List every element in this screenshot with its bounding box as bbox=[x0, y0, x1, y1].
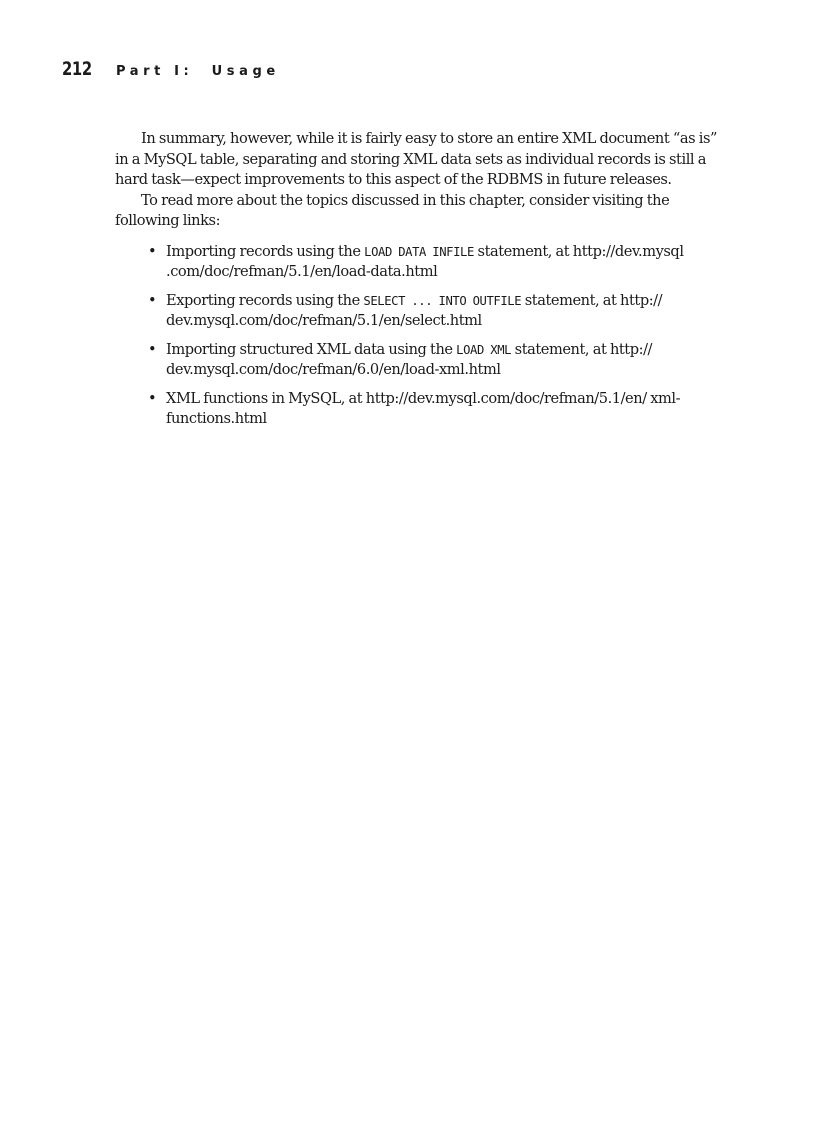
page-number: 212 bbox=[62, 58, 92, 80]
list-item-text: XML functions in MySQL, at http://dev.mysql.com/doc/refman/5.1/en/ xml-functions.html bbox=[166, 389, 681, 427]
list-item-link-text: statement, at http://dev.mysql .com/doc/refman/5.1/en/load-data.html bbox=[166, 242, 684, 280]
list-item-link-text: statement, at http:// dev.mysql.com/doc/refman/5.1/en/select.html bbox=[166, 291, 663, 329]
running-head bbox=[62, 58, 280, 80]
part-label: Part I: Usage bbox=[116, 64, 280, 79]
list-item bbox=[115, 242, 720, 283]
links-intro-paragraph: To read more about the topics discussed in this chapter, consider visiting the following links: bbox=[115, 191, 670, 229]
list-item bbox=[115, 389, 720, 430]
code-load-data-infile: LOAD DATA INFILE bbox=[364, 244, 474, 259]
list-item-text: Importing structured XML data using the bbox=[166, 340, 457, 358]
code-load-xml: LOAD XML bbox=[456, 342, 512, 357]
list-item-link-text: statement, at http:// dev.mysql.com/doc/refman/6.0/en/load-xml.html bbox=[166, 340, 653, 378]
list-item-text: Importing records using the bbox=[166, 242, 365, 260]
summary-paragraph: In summary, however, while it is fairly easy to store an entire XML document “as is” in a MySQL table, separating and storing XML data sets as individual records is still a hard task—expect improvements to this aspect of the RDBMS in future releases. bbox=[115, 130, 718, 188]
list-item-text: Exporting records using the bbox=[166, 291, 364, 309]
list-item bbox=[115, 291, 720, 332]
links-list bbox=[115, 242, 720, 430]
code-select-into-outfile: SELECT ... INTO OUTFILE bbox=[363, 293, 522, 308]
bullet-icon: • bbox=[148, 389, 157, 407]
list-item bbox=[115, 340, 720, 381]
body-text bbox=[115, 129, 720, 438]
bullet-icon: • bbox=[148, 291, 157, 309]
bullet-icon: • bbox=[148, 242, 157, 260]
bullet-icon: • bbox=[148, 340, 157, 358]
